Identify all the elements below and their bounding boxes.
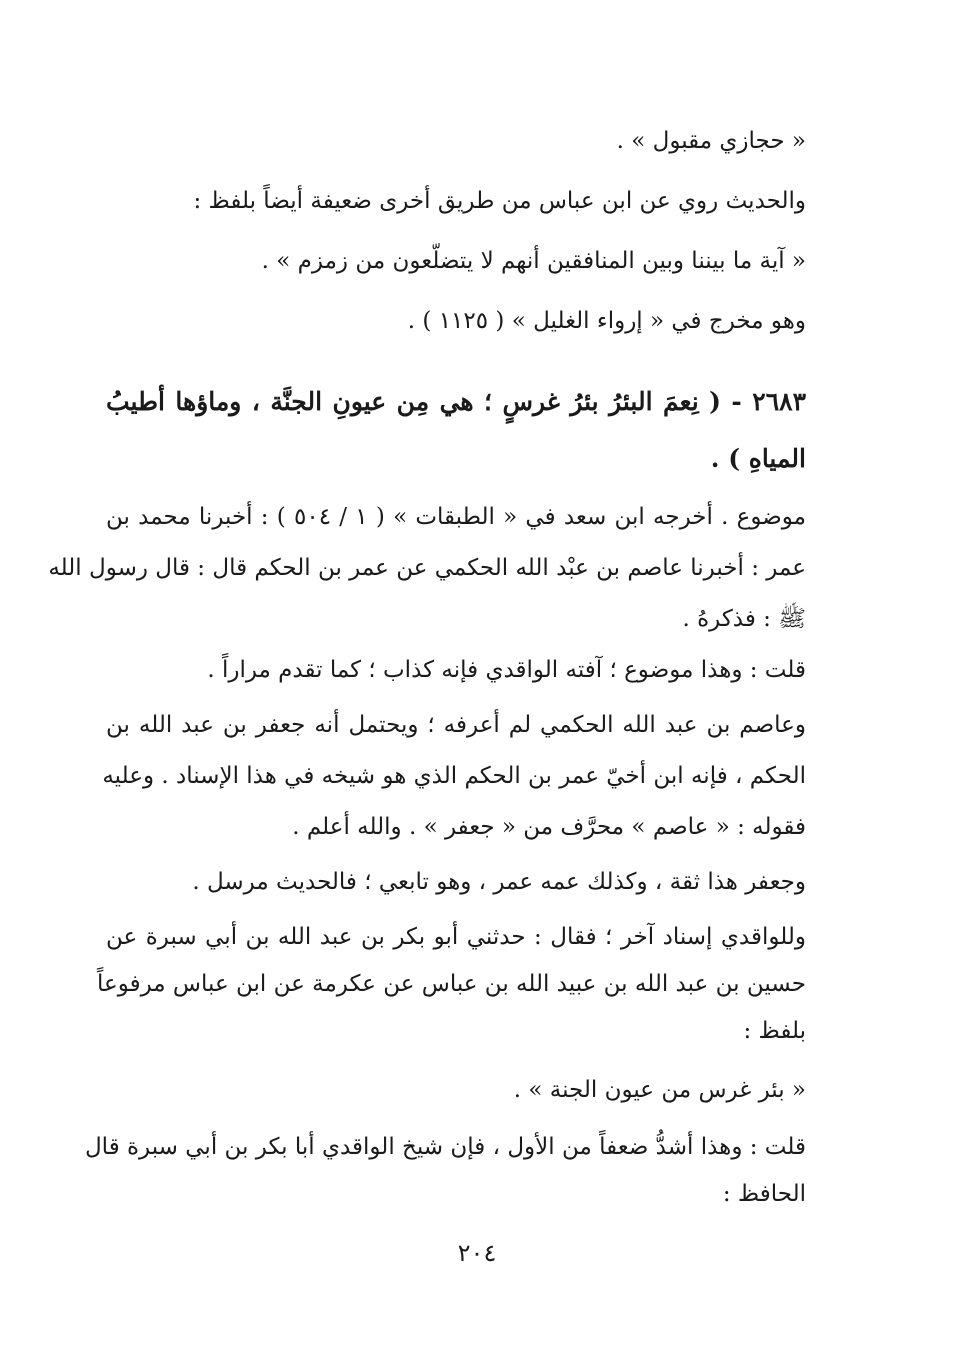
text-line: وهو مخرج في « إرواء الغليل » ( ١١٢٥ ) .: [407, 308, 806, 334]
text-line: « آية ما بيننا وبين المنافقين أنهم لا يتضلّعون من زمزم » .: [261, 248, 806, 274]
text-line: وعاصم بن عبد الله الحكمي لم أعرفه ؛ ويحتمل أنه جعفر بن عبد الله بن: [106, 712, 806, 738]
page-number: ٢٠٤: [457, 1239, 497, 1267]
text-line: قلت : وهذا أشدُّ ضعفاً من الأول ، فإن شيخ الواقدي أبا بكر بن أبي سبرة قال: [84, 1134, 806, 1160]
text-line: وللواقدي إسناد آخر ؛ فقال : حدثني أبو بكر بن عبد الله بن أبي سبرة عن: [106, 924, 806, 950]
text-line: والحديث روي عن ابن عباس من طريق أخرى ضعيفة أيضاً بلفظ :: [193, 188, 806, 214]
text-line: موضوع . أخرجه ابن سعد في « الطبقات » ( ١ / ٥٠٤ ) : أخبرنا محمد بن: [106, 504, 806, 530]
text-line: قلت : وهذا موضوع ؛ آفته الواقدي فإنه كذاب ؛ كما تقدم مراراً .: [207, 657, 806, 683]
hadith-heading: ٢٦٨٣ - ( نِعمَ البئرُ بئرُ غرسٍ ؛ هي مِن عيونِ الجنَّة ، وماؤها أطيبُ: [106, 387, 806, 416]
text-line: « بئر غرس من عيون الجنة » .: [513, 1077, 806, 1103]
text-line: وجعفر هذا ثقة ، وكذلك عمه عمر ، وهو تابعي ؛ فالحديث مرسل .: [192, 869, 806, 895]
text-line: الحافظ :: [722, 1181, 806, 1207]
text-line: « حجازي مقبول » .: [616, 128, 806, 154]
hadith-heading: المياهِ ) .: [710, 444, 806, 473]
text-line: حسين بن عبد الله بن عبيد الله بن عباس عن عكرمة عن ابن عباس مرفوعاً: [96, 971, 806, 997]
text-line: فقوله : « عاصم » محرَّف من « جعفر » . والله أعلم .: [292, 814, 806, 840]
text-line: بلفظ :: [743, 1018, 806, 1044]
text-line: الحكم ، فإنه ابن أخيّ عمر بن الحكم الذي هو شيخه في هذا الإسناد . وعليه: [102, 763, 806, 789]
text-line: ﷺ : فذكرهُ .: [682, 606, 806, 632]
text-line: عمر : أخبرنا عاصم بن عبْد الله الحكمي عن عمر بن الحكم قال : قال رسول الله: [48, 555, 806, 581]
